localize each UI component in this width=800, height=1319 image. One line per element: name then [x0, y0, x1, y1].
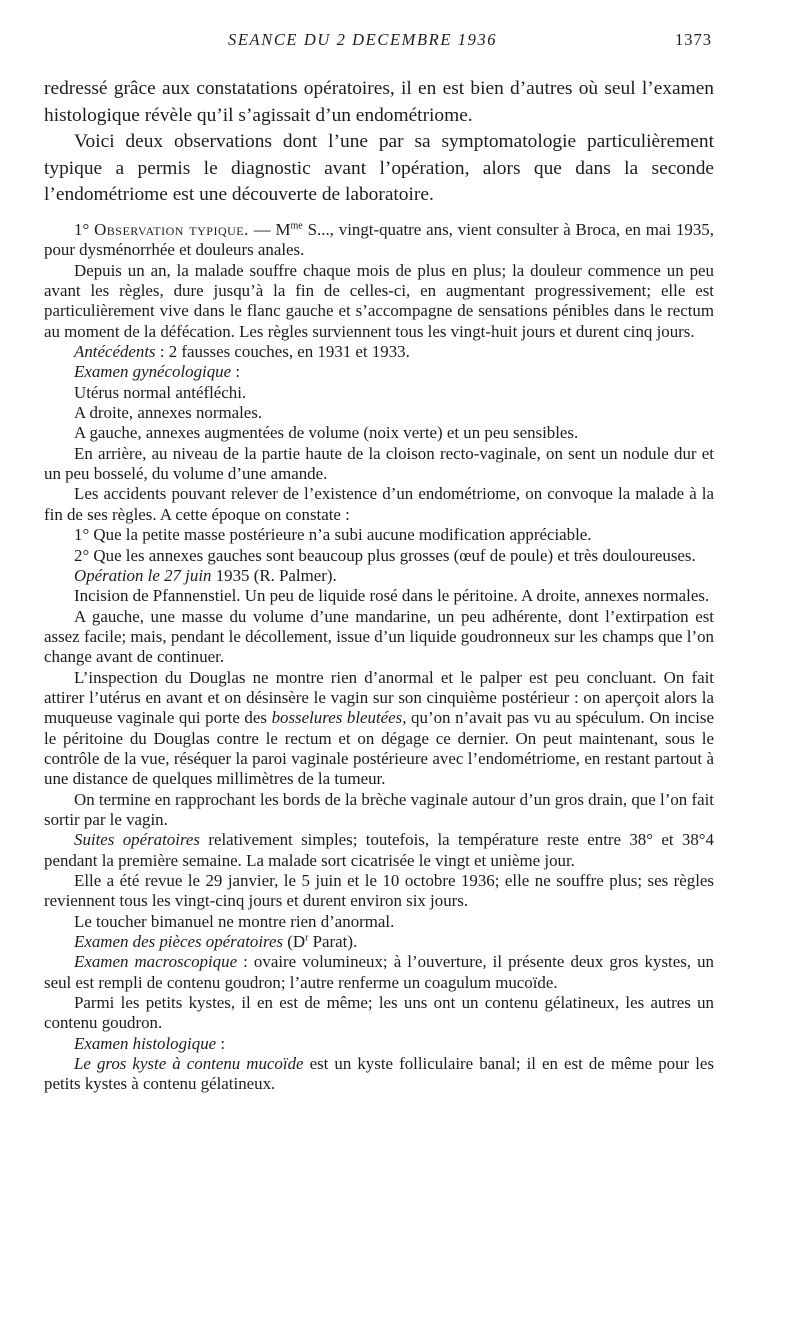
gros-kyste-label: Le gros kyste à contenu mucoïde [74, 1054, 304, 1074]
inspection-italic: bosselures bleutées [271, 708, 403, 728]
exam-gyn-colon: : [231, 362, 241, 382]
histo-paragraph [44, 1034, 714, 1054]
macro-text: : ovaire volumineux; à l’ouverture, il présente deux gros kystes, un seul est rempli de contenu goudron; l’autre renferme un coagulum mucoïde. [44, 952, 714, 992]
closing-paragraph: On termine en rapprochant les bords de la brèche vaginale autour d’un gros drain, que l’on fait sortir par le vagin. [44, 789, 714, 829]
uterus-paragraph: Utérus normal antéfléchi. [74, 382, 247, 402]
exam-gyn-label: Examen gynécologique [74, 362, 232, 382]
macro-label: Examen macroscopique [74, 952, 238, 972]
gros-kyste-paragraph [44, 1054, 714, 1095]
right-annex-paragraph: A droite, annexes normales. [74, 403, 263, 423]
suites-text: relativement simples; toutefois, la température reste entre 38° et 38°4 pendant la première semaine. La malade sort cicatrisée le vingt et unième jour. [44, 830, 715, 870]
toucher-paragraph: Le toucher bimanuel ne montre rien d’anormal. [74, 911, 395, 931]
behind-paragraph: En arrière, au niveau de la partie haute de la cloison recto-vaginale, on sent un nodule dur et un peu bosselé, du volume d’une amande. [44, 443, 714, 484]
observation-number: 1° [74, 220, 90, 239]
incision-paragraph: Incision de Pfannenstiel. Un peu de liquide rosé dans le péritoine. A droite, annexes normales. [74, 586, 710, 606]
left-annex-paragraph: A gauche, annexes augmentées de volume (noix verte) et un peu sensibles. [74, 423, 579, 443]
histo-label: Examen histologique [74, 1033, 217, 1053]
intro-paragraph-2: Voici deux observations dont l’une par sa symptomatologie particulièrement typique a permis le diagnostic avant l’opération, alors que dans la seconde l’endométriome est une découverte de laboratoire. [44, 131, 714, 205]
running-header [0, 30, 800, 54]
exam-gyn-paragraph [44, 362, 714, 382]
petits-paragraph: Parmi les petits kystes, il en est de même; les uns ont un contenu gélatineux, les autres un contenu goudron. [44, 993, 714, 1033]
left-mass-paragraph: A gauche, une masse du volume d’une mandarine, un peu adhérente, dont l’extirpation est assez facile; mais, pendant le décollement, issue d’un liquide goudronneux sur les champs que l’on change avant de continuer. [44, 606, 714, 667]
running-title: SEANCE DU 2 DECEMBRE 1936 [228, 30, 498, 49]
point-2-paragraph: 2° Que les annexes gauches sont beaucoup plus grosses (œuf de poule) et très douloureuses. [74, 545, 696, 565]
inspection-paragraph [44, 668, 714, 790]
gros-kyste-text: est un kyste folliculaire banal; il en est de même pour les petits kystes à contenu gélatineux. [44, 1054, 714, 1094]
history-paragraph: Depuis un an, la malade souffre chaque mois de plus en plus; la douleur commence un peu avant les règles, dure jusqu’à la fin de celles-ci, en augmentant progressivement; elle est particulièrement vive dans le flanc gauche et s’accompagne de sensations pénibles dans le rectum au moment de la défécation. Les règles surviennent tous les vingt-huit jours et durent cinq jours. [44, 260, 714, 341]
intro-text [44, 76, 714, 209]
observation-heading: Observation typique. [94, 220, 249, 239]
operation-label: Opération le 27 juin [74, 565, 212, 585]
observation-first-line: S..., vingt-quatre ans, vient consulter à Broca, en mai 1935, pour dysménorrhée et douleurs anales. [44, 220, 714, 260]
point-1-paragraph: 1° Que la petite masse postérieure n’a subi aucune modification appréciable. [74, 525, 592, 545]
revue-paragraph: Elle a été revue le 29 janvier, le 5 juin et le 10 octobre 1936; elle ne souffre plus; ses règles reviennent tous les vingt-cinq jours et durent environ six jours. [44, 871, 714, 911]
histo-colon: : [216, 1033, 226, 1053]
antecedents-text: : 2 fausses couches, en 1931 et 1933. [155, 342, 410, 362]
operation-text: 1935 (R. Palmer). [211, 565, 337, 585]
observation-text [44, 220, 714, 1095]
inspection-text-b: , qu’on n’avait pas vu au spéculum. On incise le péritoine du Douglas contre le rectum et on dégage ce dernier. On peut maintenant, sous le contrôle de la vue, réséquer la paroi vaginale postérieure avec l’endométriome, en restant partout à une distance de quelques millimètres de la tumeur. [44, 708, 714, 789]
antecedents-paragraph [44, 342, 714, 362]
antecedents-label: Antécédents [74, 342, 156, 362]
patient-title-sup: me [290, 220, 303, 232]
patient-prefix: — M [253, 220, 291, 239]
observation-heading-paragraph [44, 220, 714, 261]
operation-paragraph [44, 566, 714, 586]
page-number: 1373 [675, 30, 712, 49]
pieces-text-b: Parat). [308, 932, 358, 952]
pieces-paragraph [44, 932, 714, 952]
pieces-label: Examen des pièces opératoires [74, 932, 284, 952]
suites-paragraph [44, 830, 714, 871]
inspection-text-a: L’inspection du Douglas ne montre rien d’anormal et le palper est peu concluant. On fait attirer l’utérus en avant et on désinsère le vagin sur son cinquième postérieur : on aperçoit alors la muqueuse vaginale qui porte des [44, 667, 714, 728]
pieces-sup: r [305, 932, 309, 944]
macro-paragraph [44, 952, 714, 993]
pieces-text-a: (D [283, 932, 306, 952]
suites-label: Suites opératoires [74, 830, 200, 850]
accidents-paragraph: Les accidents pouvant relever de l’existence d’un endométriome, on convoque la malade à la fin de ses règles. A cette époque on constate : [44, 484, 714, 524]
intro-paragraph-1: redressé grâce aux constatations opératoires, il en est bien d’autres où seul l’examen histologique révèle qu’il s’agissait d’un endométriome. [44, 78, 714, 126]
